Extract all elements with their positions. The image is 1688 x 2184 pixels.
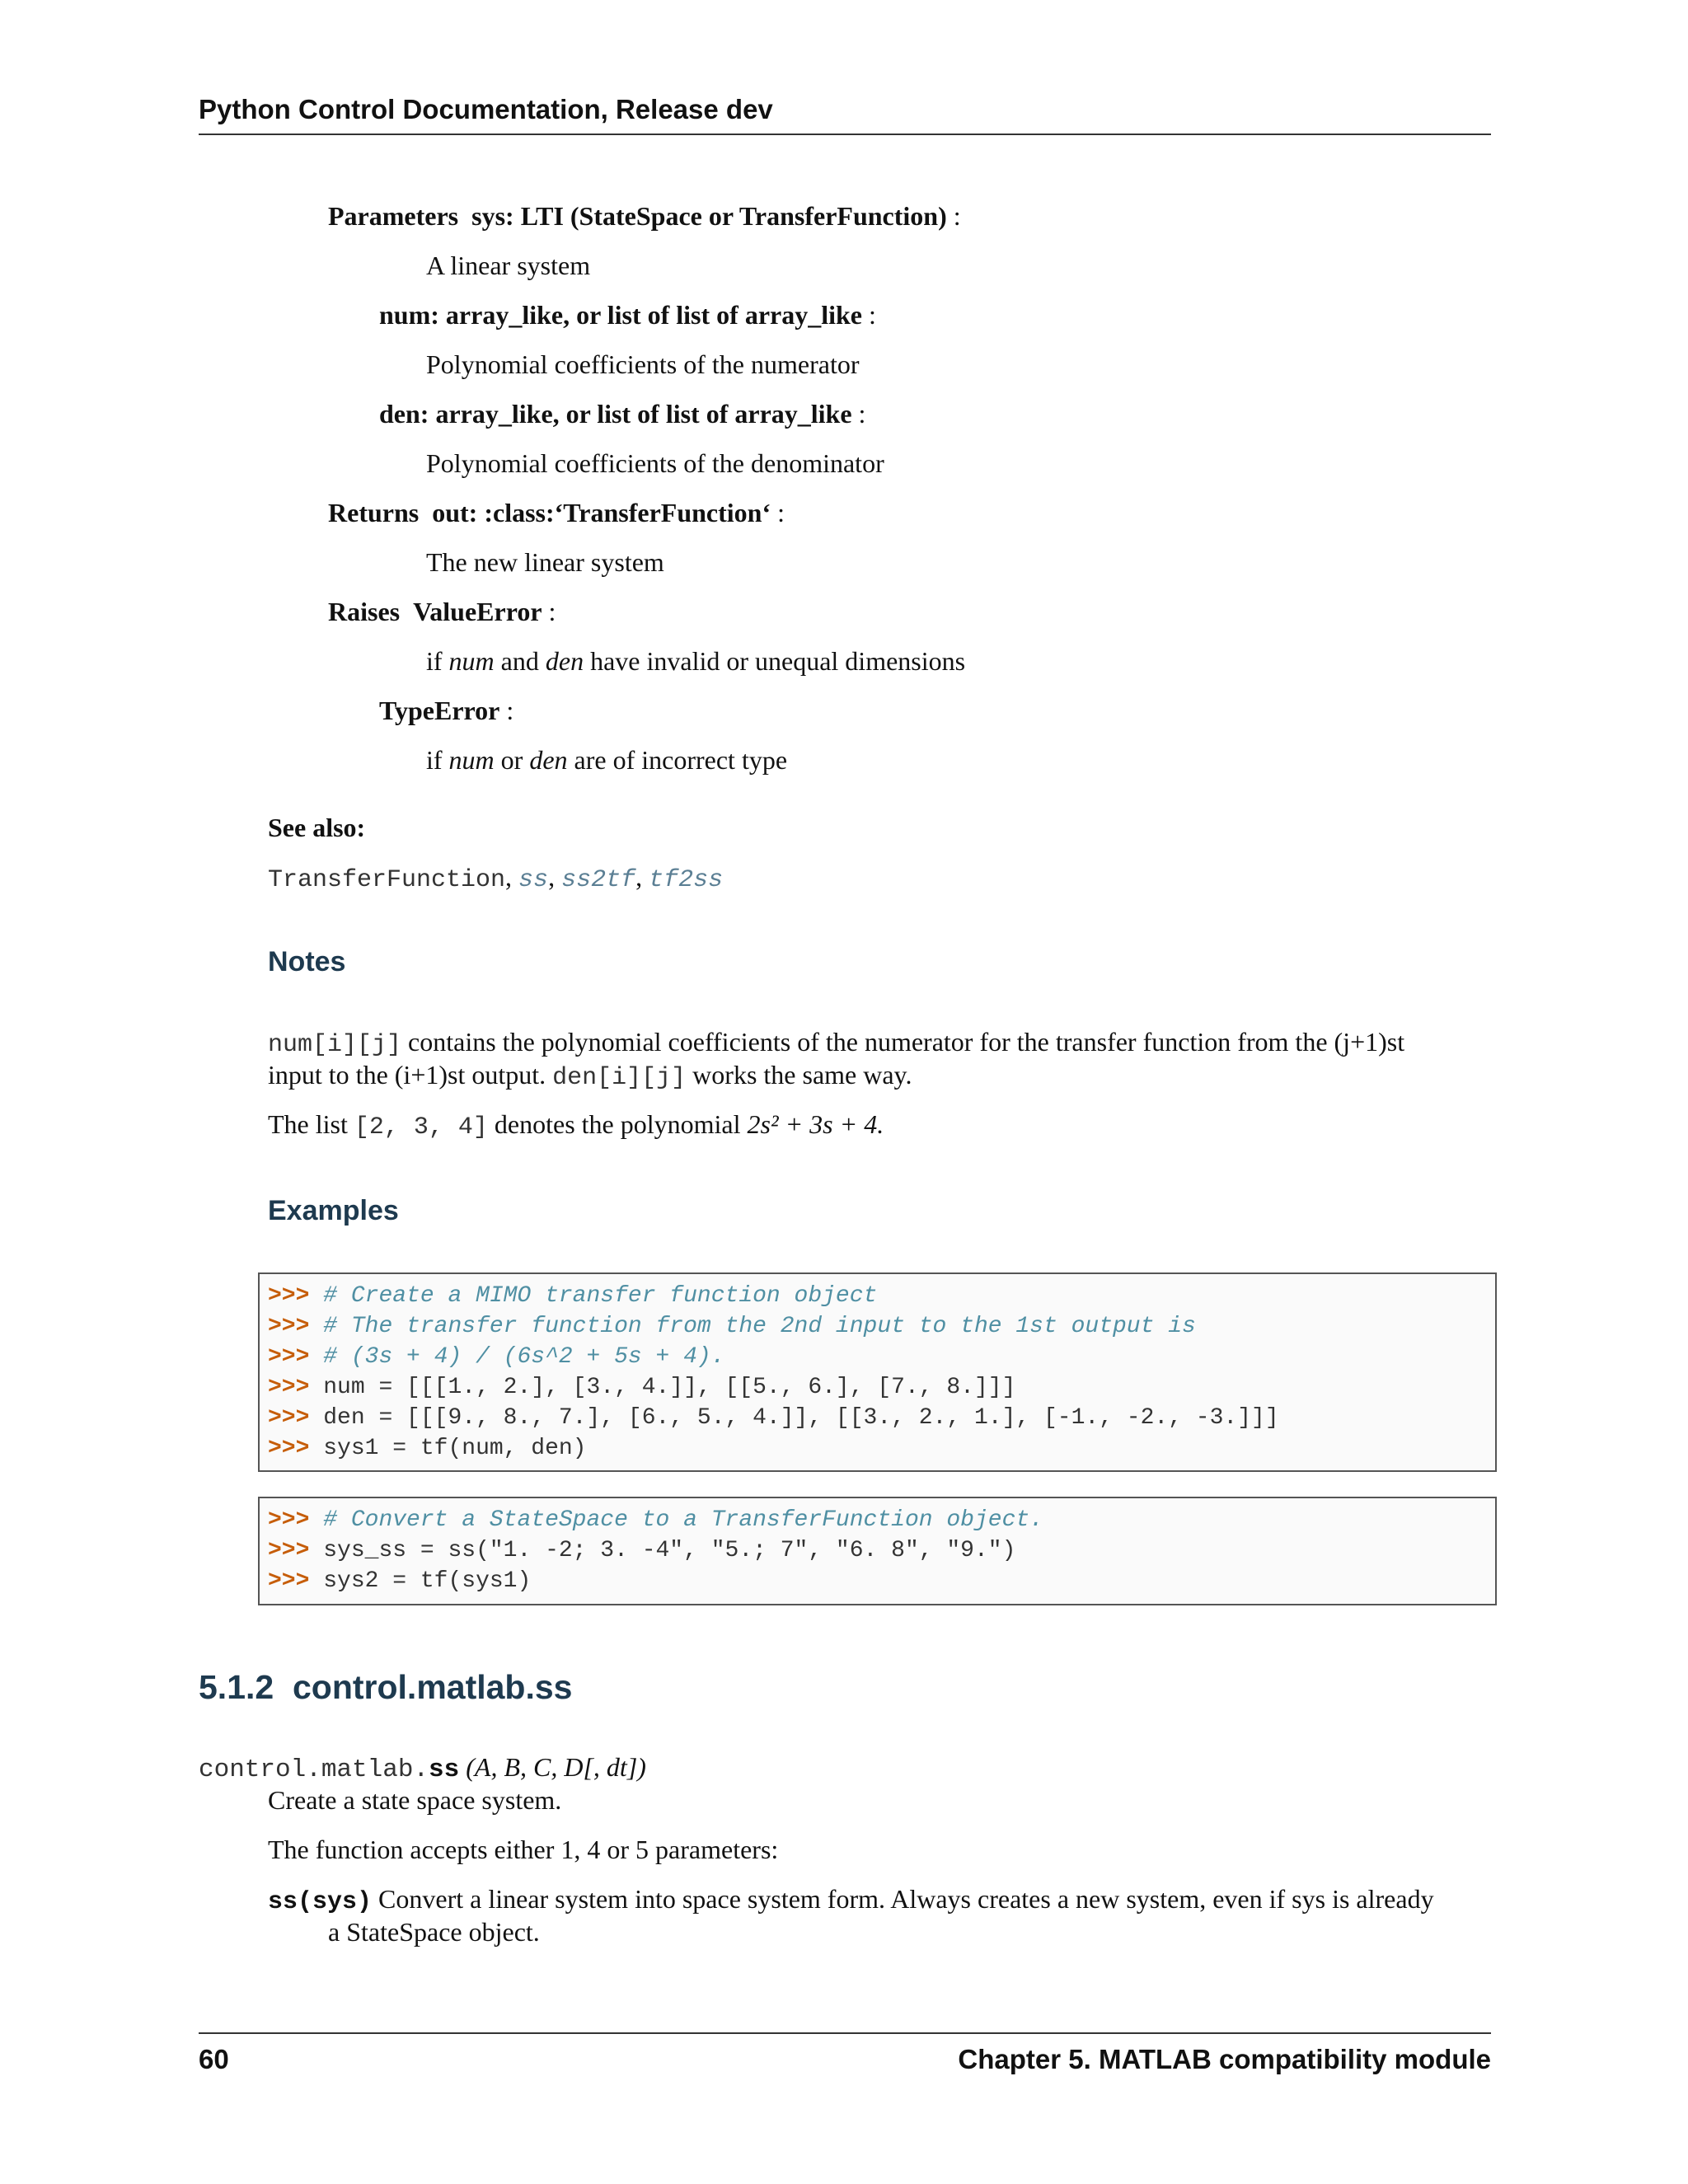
separator: , xyxy=(635,862,643,892)
code-line xyxy=(268,1281,1487,1311)
valueerror-term: ValueError xyxy=(413,597,542,626)
text: or xyxy=(500,745,523,775)
code-line xyxy=(268,1403,1487,1433)
notes-heading: Notes xyxy=(268,946,346,977)
prompt: >>> xyxy=(268,1405,310,1431)
see-also-list xyxy=(268,860,723,897)
colon: : xyxy=(777,498,785,527)
text: if xyxy=(426,646,443,676)
code-line xyxy=(268,1535,1487,1566)
page-footer xyxy=(199,2032,1491,2075)
text: and xyxy=(500,646,539,676)
code-line xyxy=(268,1433,1487,1464)
prompt: >>> xyxy=(268,1283,310,1309)
returns-term: out: :class:‘TransferFunction‘ xyxy=(432,498,771,527)
valueerror-desc xyxy=(426,644,965,677)
param-num-row xyxy=(379,298,876,331)
notes-line1 xyxy=(268,1025,1404,1062)
param-den-desc: Polynomial coefficients of the denominator xyxy=(426,448,884,478)
prompt: >>> xyxy=(268,1344,310,1370)
code-block-1 xyxy=(258,1272,1497,1472)
param-den-row xyxy=(379,397,865,430)
examples-heading: Examples xyxy=(268,1195,399,1226)
colon: : xyxy=(506,696,514,725)
notes-text: input to the (i+1)st output. xyxy=(268,1060,546,1090)
see-also-transferfunction[interactable]: TransferFunction xyxy=(268,866,506,894)
code-den-ij: den[i][j] xyxy=(552,1064,687,1092)
prompt: >>> xyxy=(268,1314,310,1339)
notes-line3 xyxy=(268,1108,884,1144)
param-den-term: den: array_like, or list of list of array_like xyxy=(379,399,852,429)
colon: : xyxy=(548,597,556,626)
code-comment: # Convert a StateSpace to a TransferFunction object. xyxy=(323,1507,1043,1533)
returns-row xyxy=(328,496,785,529)
signature-func-name: ss xyxy=(429,1755,460,1784)
see-also-ss-link[interactable]: ss xyxy=(518,866,549,894)
text: have invalid or unequal dimensions xyxy=(590,646,966,676)
code-comment: # (3s + 4) / (6s^2 + 5s + 4). xyxy=(323,1344,725,1370)
code-text: num = [[[1., 2.], [3., 4.]], [[5., 6.], [7., 8.]]] xyxy=(323,1375,1016,1400)
code-text: sys2 = tf(sys1) xyxy=(323,1568,532,1594)
function-desc-1: Create a state space system. xyxy=(268,1785,562,1815)
code-line xyxy=(268,1505,1487,1535)
prompt: >>> xyxy=(268,1375,310,1400)
raises-label: Raises xyxy=(328,597,401,626)
typeerror-row xyxy=(379,694,513,727)
colon: : xyxy=(869,300,876,330)
code-comment: # Create a MIMO transfer function object xyxy=(323,1283,878,1309)
separator: , xyxy=(548,862,556,892)
code-text: sys_ss = ss("1. -2; 3. -4", "5.; 7", "6. 8", "9.") xyxy=(323,1538,1016,1563)
text-den: den xyxy=(545,646,584,676)
code-line xyxy=(268,1372,1487,1403)
notes-line2 xyxy=(268,1058,912,1094)
ss-sys-text-cont: a StateSpace object. xyxy=(328,1917,540,1947)
polynomial-math: 2s² + 3s + 4. xyxy=(747,1109,884,1139)
function-signature xyxy=(199,1750,646,1787)
typeerror-term: TypeError xyxy=(379,696,500,725)
section-number: 5.1.2 xyxy=(199,1668,274,1706)
param-sys-term: sys: LTI (StateSpace or TransferFunction) xyxy=(471,201,947,231)
prompt: >>> xyxy=(268,1436,310,1461)
text: if xyxy=(426,745,443,775)
ss-sys-text: Convert a linear system into space system form. Always creates a new system, even if sys is already xyxy=(378,1884,1434,1914)
code-comment: # The transfer function from the 2nd input to the 1st output is xyxy=(323,1314,1196,1339)
text-den: den xyxy=(529,745,568,775)
see-also-tf2ss-link[interactable]: tf2ss xyxy=(649,866,724,894)
prompt: >>> xyxy=(268,1538,310,1563)
text: are of incorrect type xyxy=(574,745,788,775)
ss-sys-row xyxy=(268,1882,1434,1919)
parameters-label: Parameters xyxy=(328,201,459,231)
page-number: 60 xyxy=(199,2044,229,2074)
notes-text: The list xyxy=(268,1109,348,1139)
param-num-term: num: array_like, or list of list of array_like xyxy=(379,300,862,330)
returns-label: Returns xyxy=(328,498,420,527)
prompt: >>> xyxy=(268,1507,310,1533)
signature-args: (A, B, C, D[, dt]) xyxy=(466,1752,646,1782)
raises-row xyxy=(328,595,556,628)
code-block-2 xyxy=(258,1497,1497,1605)
param-sys-desc: A linear system xyxy=(426,251,591,280)
code-line xyxy=(268,1311,1487,1342)
ss-sys-code: ss(sys) xyxy=(268,1888,373,1916)
notes-text: denotes the polynomial xyxy=(494,1109,741,1139)
code-text: sys1 = tf(num, den) xyxy=(323,1436,587,1461)
notes-text: works the same way. xyxy=(692,1060,912,1090)
code-line xyxy=(268,1566,1487,1596)
prompt: >>> xyxy=(268,1568,310,1594)
see-also-ss2tf-link[interactable]: ss2tf xyxy=(561,866,636,894)
see-also-heading: See also: xyxy=(268,813,366,842)
returns-desc: The new linear system xyxy=(426,547,664,577)
colon: : xyxy=(858,399,866,429)
typeerror-desc xyxy=(426,743,787,776)
parameters-row xyxy=(328,199,961,232)
function-desc-2: The function accepts either 1, 4 or 5 parameters: xyxy=(268,1835,779,1864)
signature-module: control.matlab. xyxy=(199,1755,429,1784)
code-list: [2, 3, 4] xyxy=(354,1113,488,1141)
text-num: num xyxy=(448,646,495,676)
text-num: num xyxy=(448,745,495,775)
chapter-title: Chapter 5. MATLAB compatibility module xyxy=(958,2044,1491,2074)
section-title: control.matlab.ss xyxy=(293,1668,573,1706)
colon: : xyxy=(953,201,961,231)
code-line xyxy=(268,1342,1487,1372)
code-num-ij: num[i][j] xyxy=(268,1031,402,1059)
code-text: den = [[[9., 8., 7.], [6., 5., 4.]], [[3., 2., 1.], [-1., -2., -3.]]] xyxy=(323,1405,1279,1431)
running-header: Python Control Documentation, Release dev xyxy=(199,92,1491,135)
separator: , xyxy=(505,862,513,892)
notes-text: contains the polynomial coefficients of the numerator for the transfer function from the (j+1)st xyxy=(408,1027,1405,1057)
param-num-desc: Polynomial coefficients of the numerator xyxy=(426,349,860,379)
section-heading xyxy=(199,1668,572,1707)
